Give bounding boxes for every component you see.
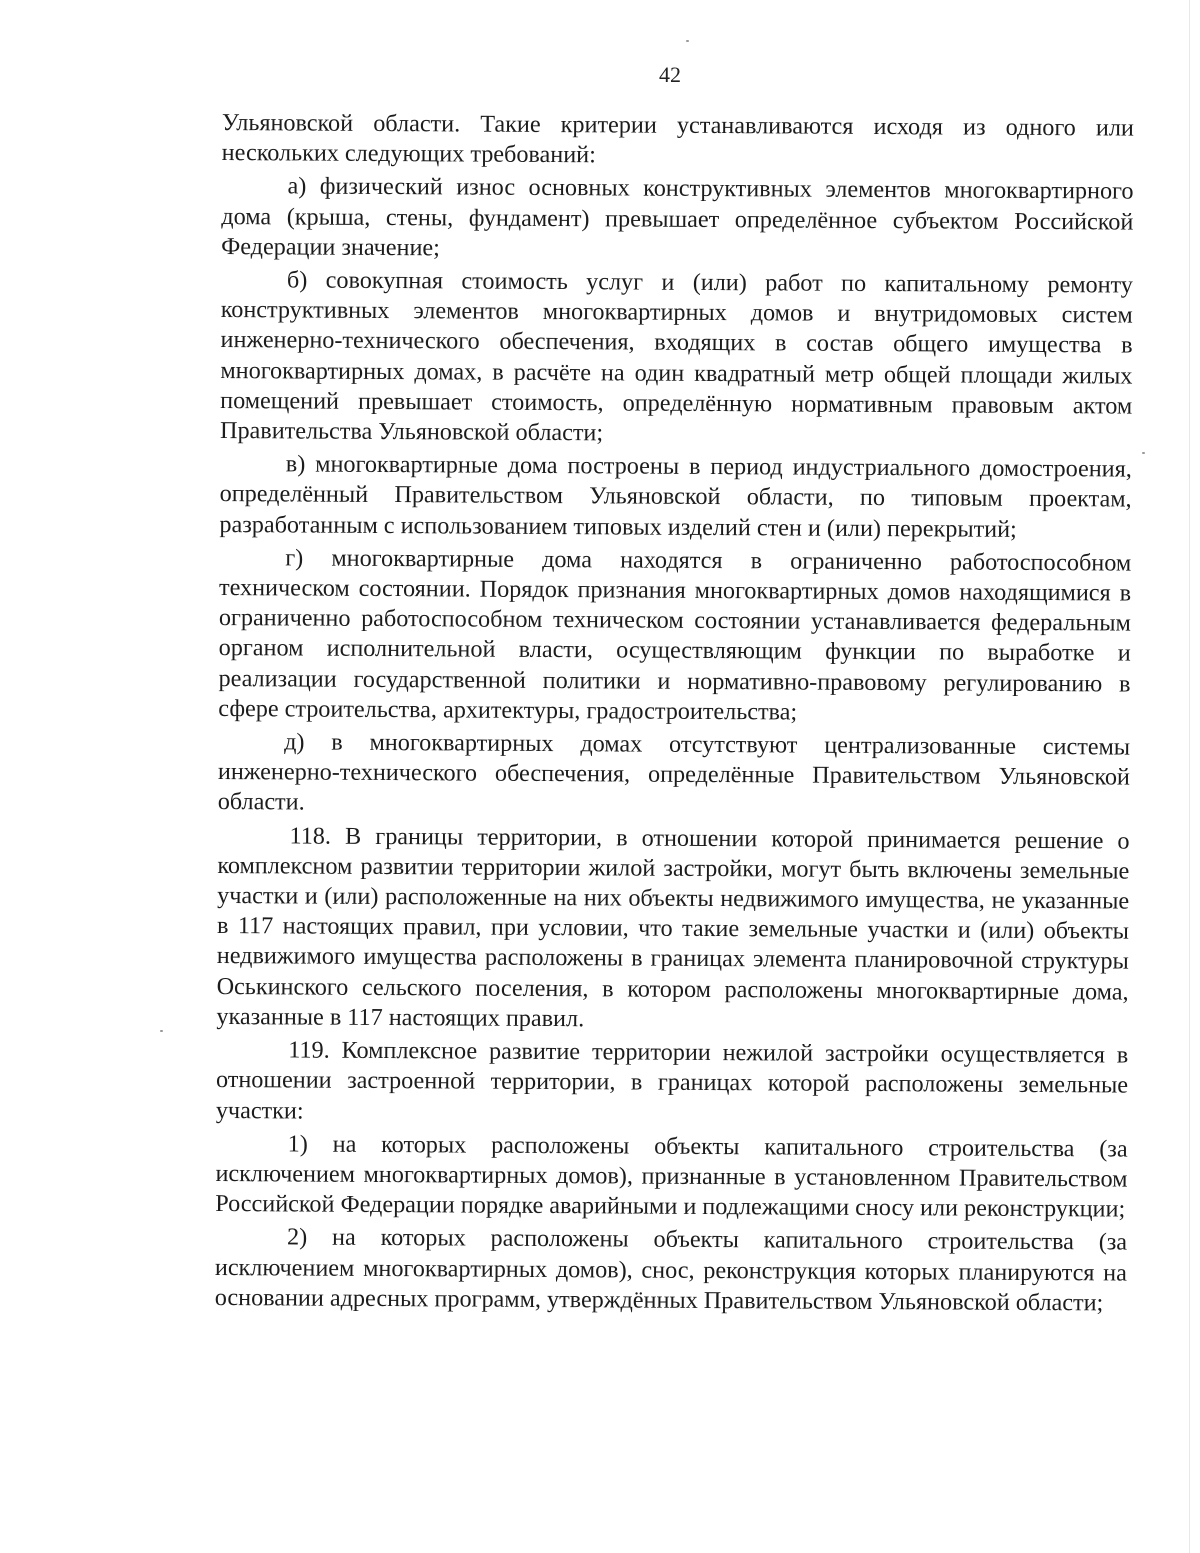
document-body	[215, 108, 1134, 1321]
paragraph-item-a: а) физический износ основных конструктивных элементов многоквартирного дома (крыша, стены, фундамент) превышает определённое субъектом Российской Федерации значение;	[221, 172, 1134, 262]
paragraph-item-v: в) многоквартирные дома построены в период индустриального домостроения, определённый Правительством Ульяновской области, по типовым проектам, разработанным с использованием типовых изделий стен и (или) перекрытий;	[219, 450, 1132, 543]
paragraph-item-d: д) в многоквартирных домах отсутствуют централизованные системы инженерно-технического обеспечения, определённые Правительством Ульяновской области.	[217, 728, 1131, 816]
page-number: 42	[659, 62, 681, 87]
paragraph-119-item-1: 1) на которых расположены объекты капитального строительства (за исключением многоквартирных домов), признанные в установленном Правительством Российской Федерации порядке аварийными и подлежащими сносу или реконструкции;	[215, 1130, 1128, 1223]
scan-speck	[686, 40, 689, 42]
paragraph-119: 119. Комплексное развитие территории нежилой застройки осуществляется в отношении застроенной территории, в границах которой расположены земельные участки:	[215, 1036, 1129, 1125]
paragraph-119-item-2: 2) на которых расположены объекты капитального строительства (за исключением многоквартирных домов), снос, реконструкция которых планируются на основании адресных программ, утверждённых Правительством Ульяновской области;	[214, 1223, 1128, 1317]
paragraph-continuation: Ульяновской области. Такие критерии устанавливаются исходя из одного или нескольких следующих требований:	[221, 108, 1134, 169]
paragraph-item-g: г) многоквартирные дома находятся в ограниченно работоспособном техническом состоянии. Порядок признания многоквартирных домов находящимися в ограниченно работоспособном техническом состоянии устанавливается федеральным органом исполнительной власти, осуществляющим функции по выработке и реализации государственной политики и нормативно-правовому регулированию в сфере строительства, архитектуры, градостроительства;	[218, 544, 1132, 726]
paragraph-118: 118. В границы территории, в отношении которой принимается решение о комплексном развитии территории жилой застройки, могут быть включены земельные участки и (или) расположенные на них объекты недвижимого имущества, не указанные в 117 настоящих правил, при условии, что такие земельные участки и (или) объекты недвижимого имущества расположены в границах элемента планировочной структуры Оськинского сельского поселения, в котором расположены многоквартирные дома, указанные в 117 настоящих правил.	[216, 822, 1130, 1033]
scan-speck	[1142, 452, 1145, 454]
scan-speck	[160, 1030, 163, 1032]
scan-edge-line	[1189, 0, 1190, 1553]
paragraph-item-b: б) совокупная стоимость услуг и (или) работ по капитальному ремонту конструктивных элементов многоквартирных домов и внутридомовых систем инженерно-технического обеспечения, входящих в состав общего имущества в многоквартирных домах, в расчёте на один квадратный метр общей площади жилых помещений превышает стоимость, определённую нормативным правовым актом Правительства Ульяновской области;	[219, 266, 1134, 447]
